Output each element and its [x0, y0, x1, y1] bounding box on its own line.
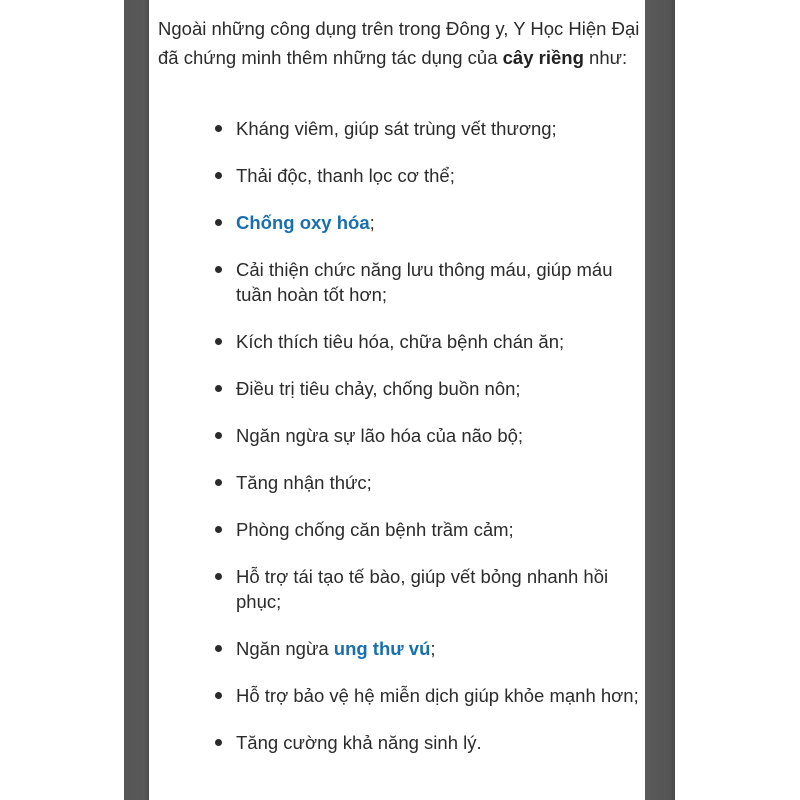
bullet-icon [215, 385, 222, 392]
bullet-icon [215, 479, 222, 486]
article-content [149, 0, 645, 800]
bullet-icon [215, 219, 222, 226]
bullet-icon [215, 573, 222, 580]
list-item: Phòng chống căn bệnh trầm cảm; [149, 517, 639, 542]
right-dark-border [645, 0, 675, 800]
list-item: Kháng viêm, giúp sát trùng vết thương; [149, 116, 639, 141]
bullet-icon [215, 172, 222, 179]
benefits-list [149, 116, 639, 777]
left-dark-border [124, 0, 149, 800]
list-item: Ngăn ngừa sự lão hóa của não bộ; [149, 423, 639, 448]
intro-paragraph [158, 14, 642, 72]
bullet-icon [215, 526, 222, 533]
intro-text-end: như: [583, 47, 628, 68]
list-item: Hỗ trợ tái tạo tế bào, giúp vết bỏng nhanh hồi phục; [149, 564, 639, 614]
list-item: Hỗ trợ bảo vệ hệ miễn dịch giúp khỏe mạnh hơn; [149, 683, 639, 708]
list-item: Chống oxy hóa; [149, 210, 639, 235]
intro-bold-term: cây riềng [502, 47, 584, 68]
link-chong-oxy-hoa[interactable]: Chống oxy hóa [236, 212, 370, 233]
list-item: Kích thích tiêu hóa, chữa bệnh chán ăn; [149, 329, 639, 354]
bullet-icon [215, 739, 222, 746]
bullet-icon [215, 338, 222, 345]
bullet-icon [215, 432, 222, 439]
intro-text: Ngoài những công dụng trên trong Đông y, Y Học Hiện Đại đã chứng minh thêm những tác dụng của [158, 18, 640, 68]
bullet-icon [215, 125, 222, 132]
list-item: Thải độc, thanh lọc cơ thể; [149, 163, 639, 188]
list-item: Tăng cường khả năng sinh lý. [149, 730, 639, 755]
list-item: Ngăn ngừa ung thư vú; [149, 636, 639, 661]
bullet-icon [215, 266, 222, 273]
list-item: Cải thiện chức năng lưu thông máu, giúp máu tuần hoàn tốt hơn; [149, 257, 639, 307]
link-ung-thu-vu[interactable]: ung thư vú [333, 638, 431, 659]
list-item: Điều trị tiêu chảy, chống buồn nôn; [149, 376, 639, 401]
list-item: Tăng nhận thức; [149, 470, 639, 495]
bullet-icon [215, 692, 222, 699]
bullet-icon [215, 645, 222, 652]
